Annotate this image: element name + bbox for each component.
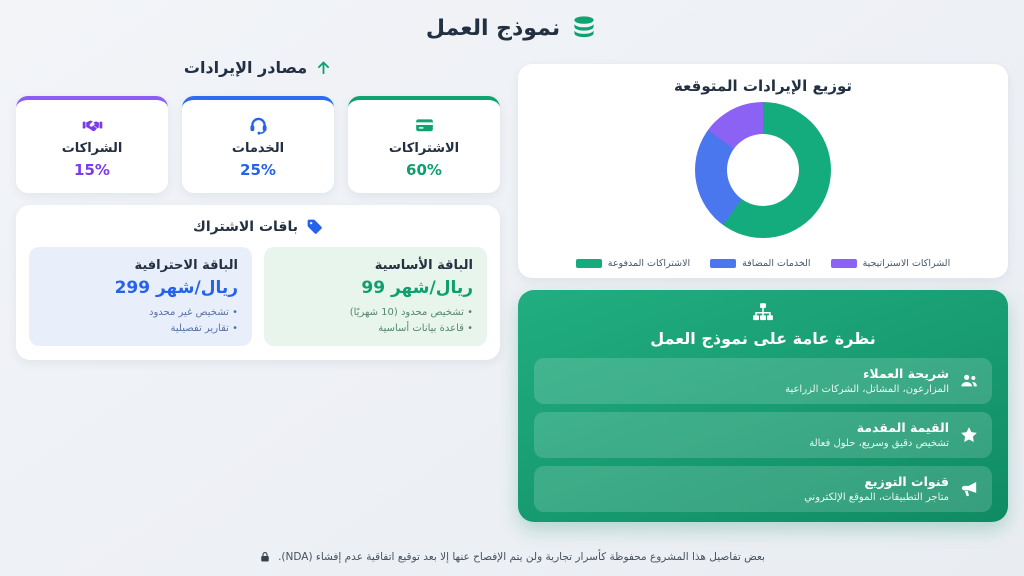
overview-row-title: قنوات التوزيع <box>864 474 949 490</box>
overview-row-channels <box>534 466 992 512</box>
legend-label: الاشتراكات المدفوعة <box>607 258 691 269</box>
credit-card-icon <box>414 115 435 136</box>
package-price: 299 ريال/شهر <box>114 278 238 298</box>
handshake-icon <box>82 115 103 136</box>
overview-row-title: شريحة العملاء <box>863 366 949 382</box>
legend-swatch-blue <box>710 259 736 268</box>
revenue-card-value: 25% <box>240 160 276 179</box>
users-icon <box>959 371 979 391</box>
overview-row-value <box>534 412 992 458</box>
package-feature: • قاعدة بيانات أساسية <box>278 321 473 337</box>
coins-icon <box>570 14 598 42</box>
revenue-card-label: الاشتراكات <box>388 140 460 156</box>
overview-row-subtitle: متاجر التطبيقات، الموقع الإلكتروني <box>804 491 949 503</box>
package-feature: • تشخيص محدود (10 شهريًا) <box>278 305 473 321</box>
package-name: الباقة الاحترافية <box>134 258 238 273</box>
nda-footer <box>0 551 1024 563</box>
nda-note: بعض تفاصيل هذا المشروع محفوظة كأسرار تجارية ولن يتم الإفصاح عنها إلا بعد توقيع اتفاقية عدم إفشاء (NDA). <box>278 551 765 563</box>
megaphone-icon <box>959 479 979 499</box>
revenue-card-value: 60% <box>406 160 442 179</box>
package-price: 99 ريال/شهر <box>361 278 473 298</box>
page-title: نموذج العمل <box>425 15 561 41</box>
package-professional <box>29 247 252 346</box>
overview-row-subtitle: تشخيص دقيق وسريع، حلول فعالة <box>809 437 949 449</box>
overview-rows <box>518 348 1008 512</box>
package-feature: • تقارير تفصيلية <box>43 321 238 337</box>
package-name: الباقة الأساسية <box>374 258 473 273</box>
revenue-card-label: الخدمات <box>231 140 285 156</box>
overview-row-subtitle: المزارعون، المشاتل، الشركات الزراعية <box>785 383 949 395</box>
packages-body <box>16 235 500 346</box>
package-basic <box>264 247 487 346</box>
chart-legend <box>518 258 1008 269</box>
legend-swatch-green <box>576 259 602 268</box>
revenue-card-services <box>182 96 334 193</box>
overview-row-title: القيمة المقدمة <box>856 420 949 436</box>
overview-row-customers <box>534 358 992 404</box>
revenue-card-label: الشراكات <box>61 140 123 156</box>
package-feature: • تشخيص غير محدود <box>43 305 238 321</box>
legend-item <box>576 258 690 269</box>
revenue-cards-row <box>16 96 500 193</box>
revenue-card-partnerships <box>16 96 168 193</box>
donut-hole <box>727 134 799 206</box>
tag-icon <box>306 218 323 235</box>
subscription-packages-card <box>16 205 500 360</box>
revenue-sources-title: مصادر الإيرادات <box>183 58 308 77</box>
star-icon <box>959 425 979 445</box>
overview-header <box>518 290 1008 348</box>
packages-title: باقات الاشتراك <box>193 218 298 235</box>
sitemap-icon <box>752 301 774 323</box>
revenue-sources-heading <box>16 58 500 77</box>
business-model-overview-card <box>518 290 1008 522</box>
arrow-up-icon <box>315 59 332 76</box>
revenue-card-value: 15% <box>74 160 110 179</box>
revenue-distribution-card <box>518 64 1008 278</box>
legend-label: الخدمات المضافة <box>742 258 811 269</box>
donut-chart <box>695 102 831 238</box>
legend-item <box>831 258 951 269</box>
chart-title: توزيع الإيرادات المتوقعة <box>673 77 853 95</box>
page-header <box>0 14 1024 42</box>
revenue-card-subscriptions <box>348 96 500 193</box>
packages-heading <box>16 205 500 235</box>
lock-icon <box>259 551 271 563</box>
headset-icon <box>248 115 269 136</box>
overview-title: نظرة عامة على نموذج العمل <box>650 329 876 348</box>
legend-label: الشراكات الاستراتيجية <box>862 258 951 269</box>
legend-swatch-purple <box>831 259 857 268</box>
legend-item <box>710 258 810 269</box>
